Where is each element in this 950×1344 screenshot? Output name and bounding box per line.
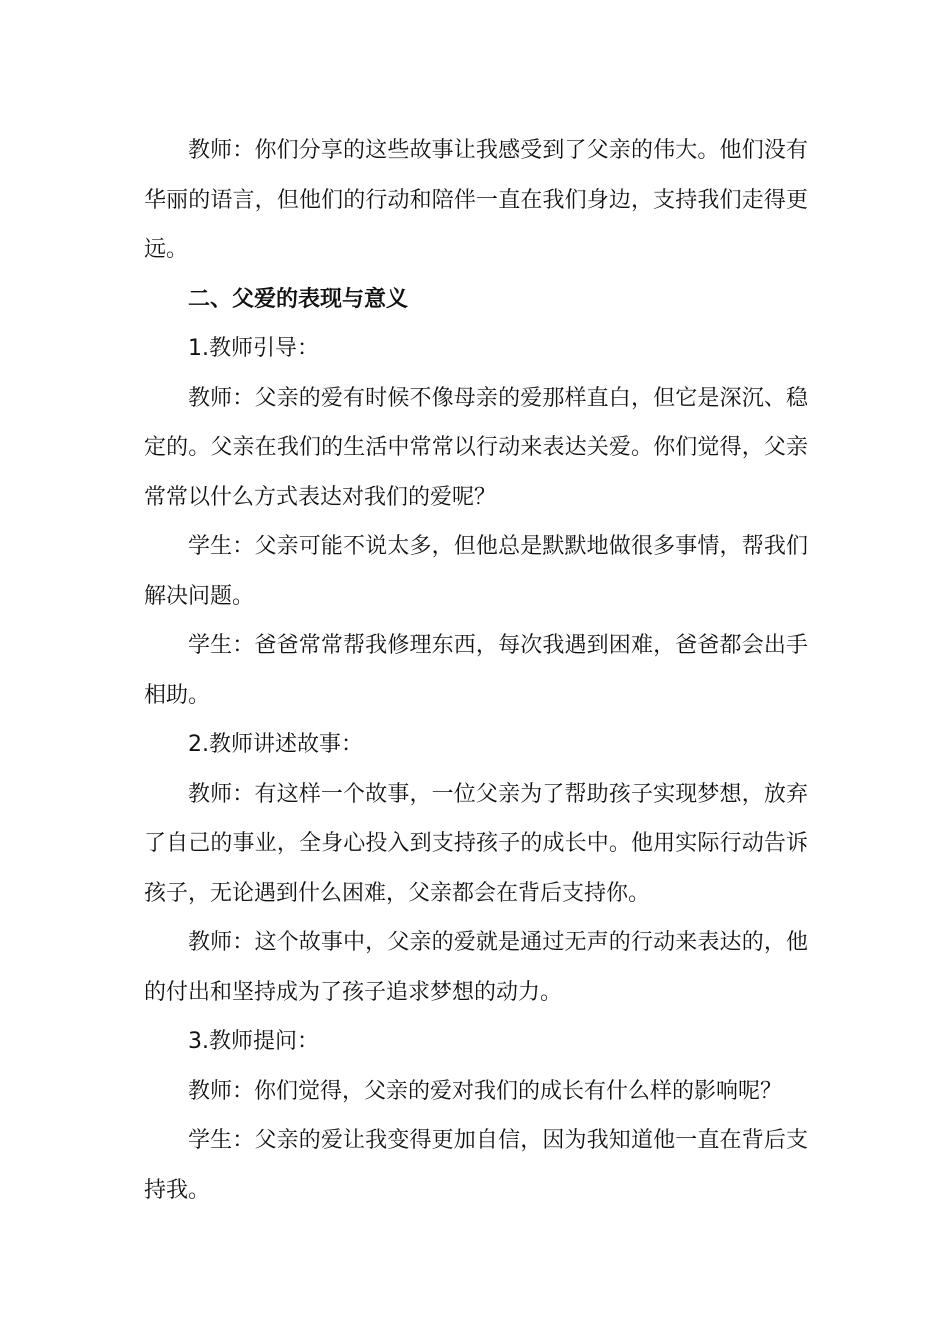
document-body <box>144 126 808 1215</box>
paragraph-student-answer-3: 学生：父亲的爱让我变得更加自信，因为我知道他一直在背后支持我。 <box>144 1128 808 1203</box>
paragraph-teacher-story: 教师：有这样一个故事，一位父亲为了帮助孩子实现梦想，放弃了自己的事业，全身心投入到支持孩子的成长中。他用实际行动告诉孩子，无论遇到什么困难，父亲都会在背后支持你。 <box>144 781 808 906</box>
step-teacher-guide: 1.教师引导： <box>188 336 319 361</box>
paragraph-teacher-ask: 教师：你们觉得，父亲的爱对我们的成长有什么样的影响呢？ <box>188 1078 783 1104</box>
step-teacher-ask: 3.教师提问： <box>188 1029 319 1054</box>
paragraph-teacher-question: 教师：父亲的爱有时候不像母亲的爱那样直白，但它是深沉、稳定的。父亲在我们的生活中常常以行动来表达关爱。你们觉得，父亲常常以什么方式表达对我们的爱呢？ <box>144 385 808 510</box>
section-heading: 二、父爱的表现与意义 <box>188 286 409 312</box>
paragraph-student-answer-1: 学生：父亲可能不说太多，但他总是默默地做很多事情，帮我们解决问题。 <box>144 534 808 609</box>
paragraph-teacher-comment: 教师：这个故事中，父亲的爱就是通过无声的行动来表达的，他的付出和坚持成为了孩子追求梦想的动力。 <box>144 930 808 1005</box>
paragraph-student-answer-2: 学生：爸爸常常帮我修理东西，每次我遇到困难，爸爸都会出手相助。 <box>144 633 808 708</box>
paragraph-teacher-summary: 教师：你们分享的这些故事让我感受到了父亲的伟大。他们没有华丽的语言，但他们的行动和陪伴一直在我们身边，支持我们走得更远。 <box>144 138 808 262</box>
step-teacher-story: 2.教师讲述故事： <box>188 732 363 757</box>
